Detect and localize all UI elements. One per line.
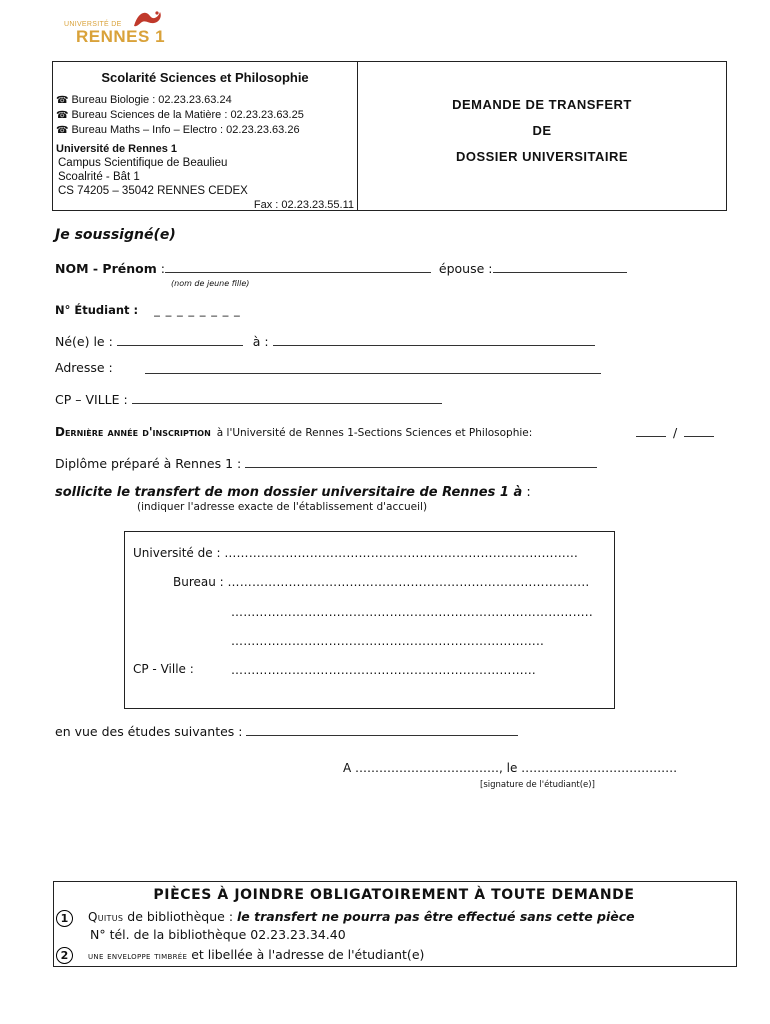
dest-universite-label: Université de : [133,546,221,560]
birth-place-label: à : [252,334,269,349]
logo-small-text: UNIVERSITÉ DE [64,21,122,28]
university-logo [64,8,174,48]
service-title: Scolarité Sciences et Philosophie [101,70,309,85]
dest-universite-field[interactable]: …………………………………………………………………………… [224,546,579,560]
nom-field[interactable] [165,260,431,273]
maiden-name-note: (nom de jeune fille) [171,279,250,288]
phone-maths: Bureau Maths – Info – Electro : 02.23.23.63.26 [71,124,300,136]
indiquer-note: (indiquer l'adresse exacte de l'établissement d'accueil) [137,501,428,513]
birth-place-field[interactable] [273,333,595,346]
phone-biologie: Bureau Biologie : 02.23.23.63.24 [71,94,232,106]
phone-sciences-matiere: Bureau Sciences de la Matière : 02.23.23.63.25 [71,109,304,121]
derniere-row [55,424,532,439]
etudiant-row [55,303,241,317]
dest-address-line[interactable]: ………………………………………………………………….. [231,634,545,648]
quitus-label: Quitus [88,910,124,924]
sollicite-row [55,485,531,500]
etudes-row [55,723,518,739]
library-phone: N° tél. de la bibliothèque 02.23.23.34.40 [90,927,346,942]
derniere-text: à l'Université de Rennes 1-Sections Sciences et Philosophie: [216,427,533,439]
etudes-field[interactable] [246,723,518,736]
etudiant-number-field[interactable]: _ _ _ _ _ _ _ _ [154,303,241,317]
year-start-field[interactable] [636,424,666,437]
sollicite-text: sollicite le transfert de mon dossier universitaire de Rennes 1 à [55,485,523,500]
pieces-item-2 [88,947,424,962]
circled-number-icon: 2 [56,947,73,964]
dest-cp-label: CP - Ville : [133,662,194,676]
document-title [358,92,726,170]
diplome-field[interactable] [245,455,597,468]
item-number-1 [56,907,73,927]
adresse-label: Adresse : [55,360,113,375]
etudiant-label: N° Étudiant [55,303,130,317]
cp-row [55,391,442,407]
intro-heading: Je soussigné(e) [55,227,176,243]
place-date-field[interactable]: A ………………………………, le ………………………………… [343,761,678,775]
nom-label: NOM - Prénom [55,261,157,276]
logo-big-text: RENNES 1 [76,27,166,46]
epouse-label: épouse : [438,261,493,276]
address-line: Campus Scientifique de Beaulieu [58,157,228,169]
dest-bureau-label: Bureau : [173,575,224,589]
university-name: Université de Rennes 1 [56,143,178,155]
phone-line [56,108,354,123]
year-end-field[interactable] [684,424,714,437]
phone-line [56,123,354,138]
naissance-row [55,333,595,349]
birth-date-field[interactable] [117,333,243,346]
cp-ville-field[interactable] [132,391,442,404]
enveloppe-text: et libellée à l'adresse de l'étudiant(e) [187,947,425,962]
phone-icon: ☎ [56,95,69,106]
signature-note: [signature de l'étudiant(e)] [480,780,595,790]
year-row [636,424,714,440]
nom-colon: : [156,261,165,276]
address-line: Scoalrité - Bât 1 [58,171,140,183]
etudiant-colon: : [129,303,139,317]
derniere-label: Dernière année d'inscription [55,425,211,439]
year-separator: / [672,425,678,440]
pieces-title: PIÈCES À JOINDRE OBLIGATOIREMENT À TOUTE DEMANDE [153,887,635,903]
enveloppe-label: une enveloppe timbrée [88,951,188,962]
dest-address-line[interactable]: …………………………………………………………………………….. [231,605,593,619]
adresse-field[interactable] [145,360,601,374]
service-info [56,66,354,212]
cp-ville-label: CP – VILLE : [55,392,128,407]
dest-bureau-field[interactable]: …………………………………………………………………………….. [227,575,590,589]
document-title-line: DE [532,123,552,138]
diplome-label: Diplôme préparé à Rennes 1 : [55,456,242,471]
phone-icon: ☎ [56,110,69,121]
sollicite-colon: : [522,485,531,500]
dest-universite-row [133,546,578,560]
fax-number: Fax : 02.23.23.55.11 [253,199,354,211]
address-line: CS 74205 – 35042 RENNES CEDEX [58,185,248,197]
phone-line [56,93,354,108]
quitus-text: de bibliothèque : [123,909,238,924]
etudes-label: en vue des études suivantes : [55,724,243,739]
item-number-2 [56,944,73,964]
document-title-line: DOSSIER UNIVERSITAIRE [455,149,629,164]
quitus-warning: le transfert ne pourra pas être effectué sans cette pièce [237,909,635,924]
pieces-item-1 [88,909,635,924]
nom-row [55,260,627,276]
document-title-line: DEMANDE DE TRANSFERT [452,97,632,112]
dest-cp-field[interactable]: ………………………………………………………………… [231,663,536,677]
circled-number-icon: 1 [56,910,73,927]
diplome-row [55,455,597,471]
ne-label: Né(e) le : [55,334,113,349]
dest-bureau-row [173,575,589,589]
epouse-field[interactable] [493,260,627,273]
adresse-row [55,360,113,375]
phone-icon: ☎ [56,125,69,136]
